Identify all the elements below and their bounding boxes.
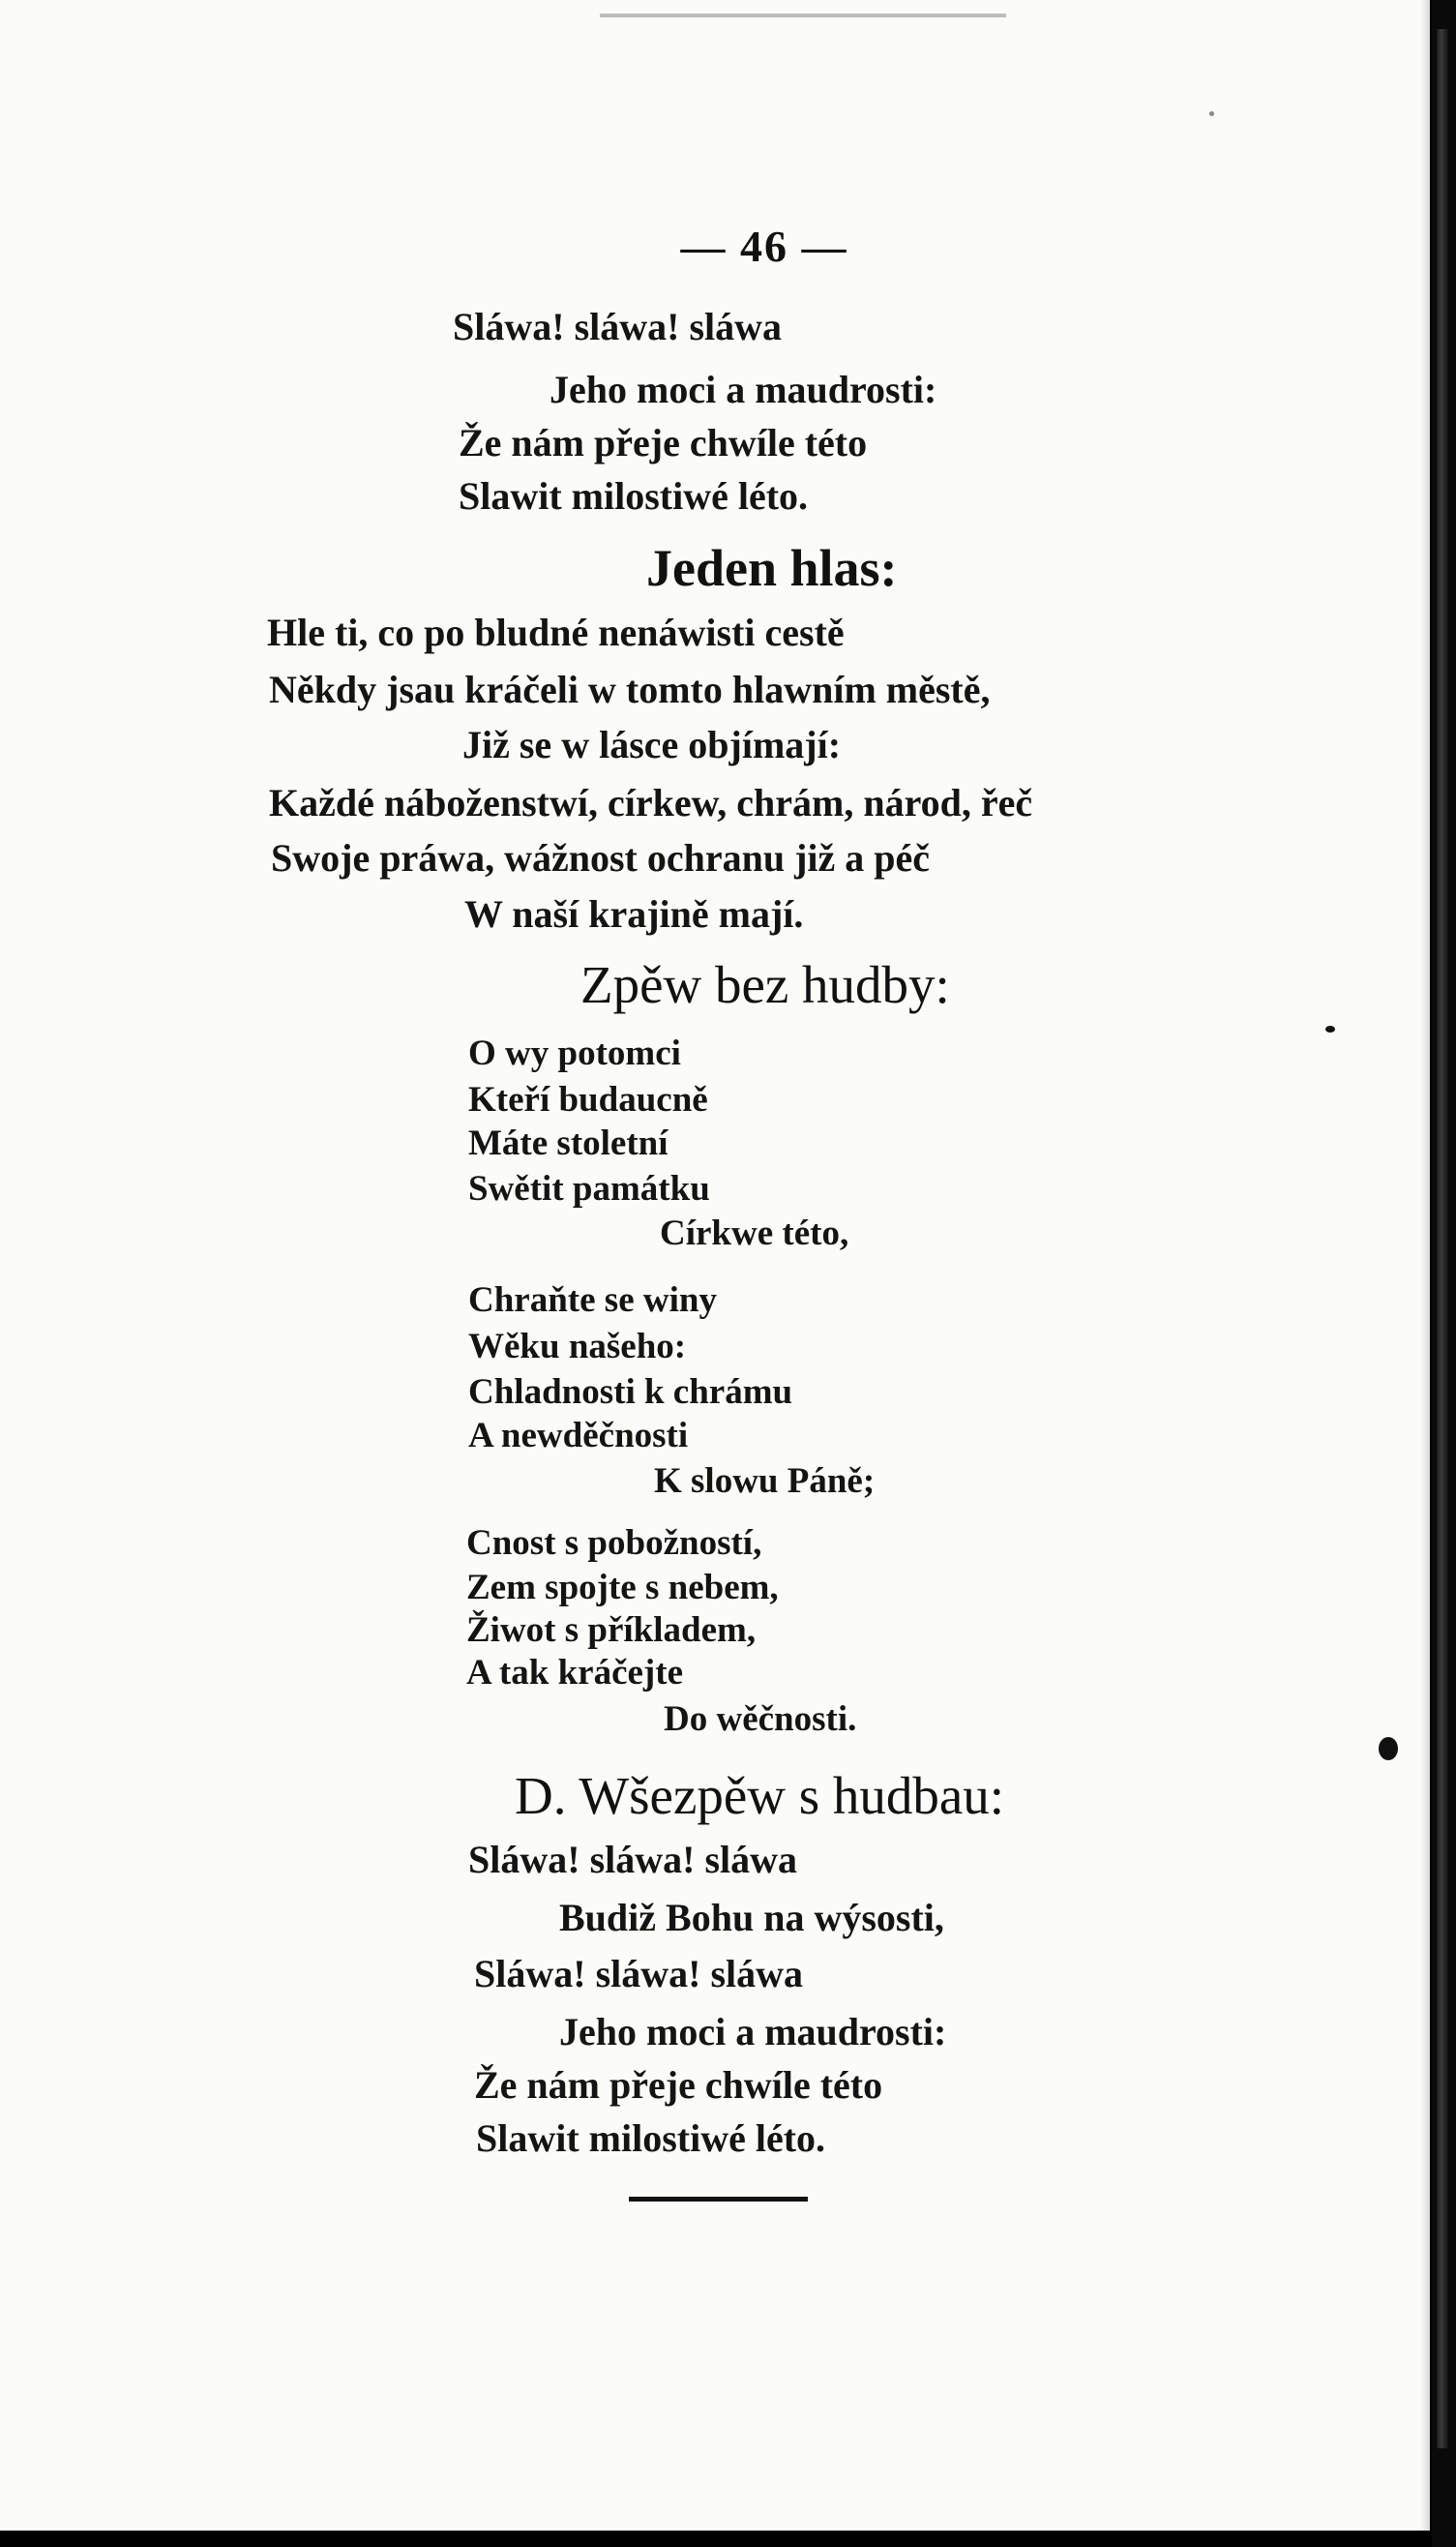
verse-line: Slawit milostiwé léto. — [476, 2116, 826, 2160]
verse-line: Wěku našeho: — [468, 1327, 687, 1366]
verse-line: A newděčnosti — [468, 1416, 689, 1455]
verse-line: Že nám přeje chwíle této — [459, 421, 868, 464]
binding-strip — [1437, 29, 1448, 2448]
verse-line: Církwe této, — [660, 1214, 849, 1253]
section-heading: Jeden hlas: — [646, 539, 898, 597]
verse-line: W naší krajině mají. — [464, 892, 804, 936]
verse-line: Hle ti, co po bludné nenáwisti cestě — [267, 611, 845, 654]
scan-top-edge — [600, 14, 1006, 17]
verse-line: Jeho moci a maudrosti: — [559, 2010, 947, 2053]
page-number: — 46 — — [680, 222, 848, 271]
closing-rule — [629, 2197, 808, 2202]
verse-line: Cnost s pobožností, — [466, 1523, 762, 1563]
verse-line: Že nám přeje chwíle této — [474, 2063, 883, 2107]
verse-line: Sláwa! sláwa! sláwa — [474, 1952, 804, 1995]
verse-line: Každé náboženstwí, církew, chrám, národ, řeč — [269, 781, 1033, 824]
ink-speck — [1209, 111, 1214, 116]
verse-line: Chladnosti k chrámu — [468, 1372, 793, 1412]
verse-line: Swětit památku — [468, 1169, 710, 1209]
ink-speck — [1379, 1737, 1398, 1760]
verse-line: Někdy jsau kráčeli w tomto hlawním městě, — [269, 668, 991, 711]
verse-line: Již se w lásce objímají: — [462, 723, 842, 766]
section-heading: Zpěw bez hudby: — [580, 955, 950, 1014]
ink-speck — [1325, 1026, 1335, 1033]
verse-line: K slowu Páně; — [654, 1461, 876, 1501]
verse-line: O wy potomci — [468, 1034, 681, 1073]
verse-line: Do wěčnosti. — [664, 1699, 857, 1739]
verse-line: Jeho moci a maudrosti: — [550, 368, 937, 411]
section-heading: D. Wšezpěw s hudbau: — [515, 1766, 1005, 1825]
verse-line: Kteří budaucně — [468, 1080, 708, 1120]
verse-line: Chraňte se winy — [468, 1280, 717, 1320]
verse-line: Budiž Bohu na wýsosti, — [559, 1896, 944, 1939]
verse-line: Sláwa! sláwa! sláwa — [468, 1838, 798, 1881]
verse-line: Žiwot s příkladem, — [466, 1610, 757, 1650]
verse-line: Swoje práwa, wážnost ochranu již a péč — [271, 836, 931, 880]
verse-line: A tak kráčejte — [466, 1653, 683, 1693]
verse-line: Slawit milostiwé léto. — [459, 474, 809, 518]
verse-line: Zem spojte s nebem, — [466, 1568, 779, 1607]
verse-line: Sláwa! sláwa! sláwa — [453, 305, 783, 348]
page-edge-shadow — [1420, 0, 1430, 2531]
verse-line: Máte stoletní — [468, 1124, 669, 1163]
